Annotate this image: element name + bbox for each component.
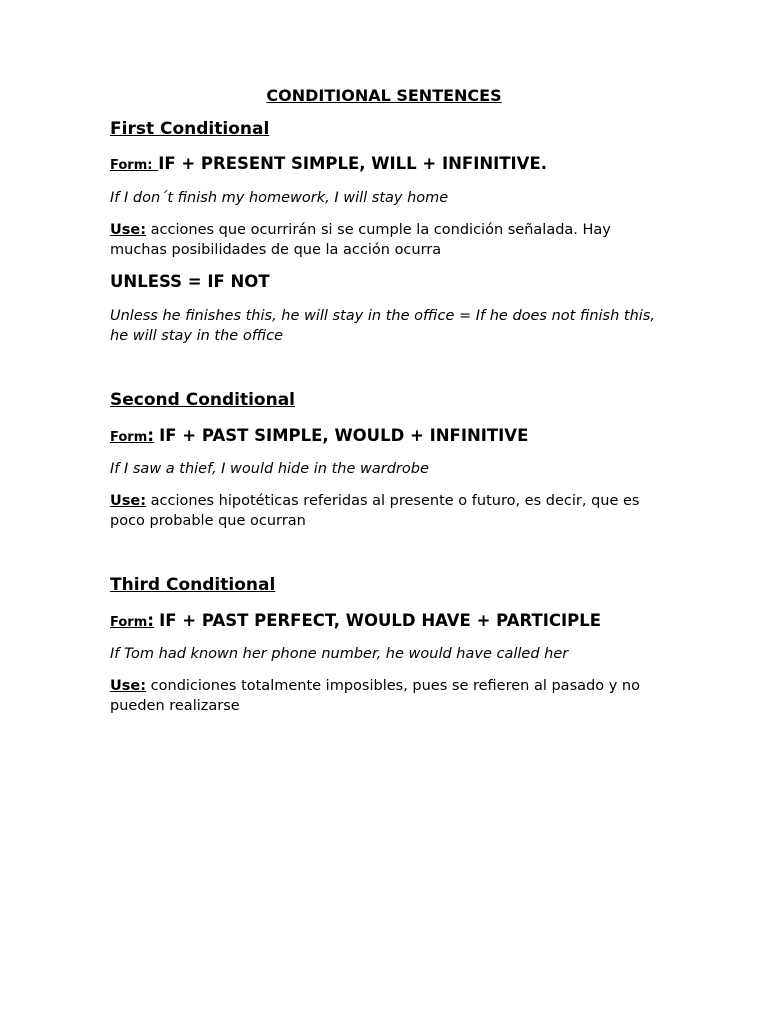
first-form-line xyxy=(110,154,547,173)
third-use xyxy=(110,676,670,716)
second-use-label: Use: xyxy=(110,493,147,509)
third-use-text: condiciones totalmente imposibles, pues se refieren al pasado y no pueden realizarse xyxy=(110,678,640,714)
first-use-text: acciones que ocurrirán si se cumple la condición señalada. Hay muchas posibilidades de que la acción ocurra xyxy=(110,222,611,258)
second-conditional-heading: Second Conditional xyxy=(110,390,296,410)
third-form-value: IF + PAST PERFECT, WOULD HAVE + PARTICIPLE xyxy=(159,611,601,630)
unless-example: Unless he finishes this, he will stay in the office = If he does not finish this, he will stay in the office xyxy=(110,308,655,344)
second-form-label: Form xyxy=(110,430,148,445)
third-conditional-heading: Third Conditional xyxy=(110,575,276,595)
third-form-label: Form xyxy=(110,615,148,630)
unless-heading: UNLESS = IF NOT xyxy=(110,272,270,291)
third-form-colon: : xyxy=(147,611,155,631)
second-use-text: acciones hipotéticas referidas al presente o futuro, es decir, que es poco probable que ocurran xyxy=(110,493,640,529)
first-conditional-heading: First Conditional xyxy=(110,119,270,139)
first-example: If I don´t finish my homework, I will stay home xyxy=(110,190,449,206)
second-form-line xyxy=(110,426,528,446)
first-form-label: Form: xyxy=(110,158,153,173)
first-form-value: IF + PRESENT SIMPLE, WILL + INFINITIVE. xyxy=(158,154,547,173)
third-use-label: Use: xyxy=(110,678,147,694)
second-use xyxy=(110,491,670,531)
first-use-label: Use: xyxy=(110,222,147,238)
second-form-colon: : xyxy=(147,426,155,446)
third-form-line xyxy=(110,611,601,631)
third-example: If Tom had known her phone number, he would have called her xyxy=(110,646,569,662)
first-use xyxy=(110,220,670,260)
second-example: If I saw a thief, I would hide in the wardrobe xyxy=(110,461,429,477)
document-title: CONDITIONAL SENTENCES xyxy=(266,86,502,105)
second-form-value: IF + PAST SIMPLE, WOULD + INFINITIVE xyxy=(159,426,529,445)
